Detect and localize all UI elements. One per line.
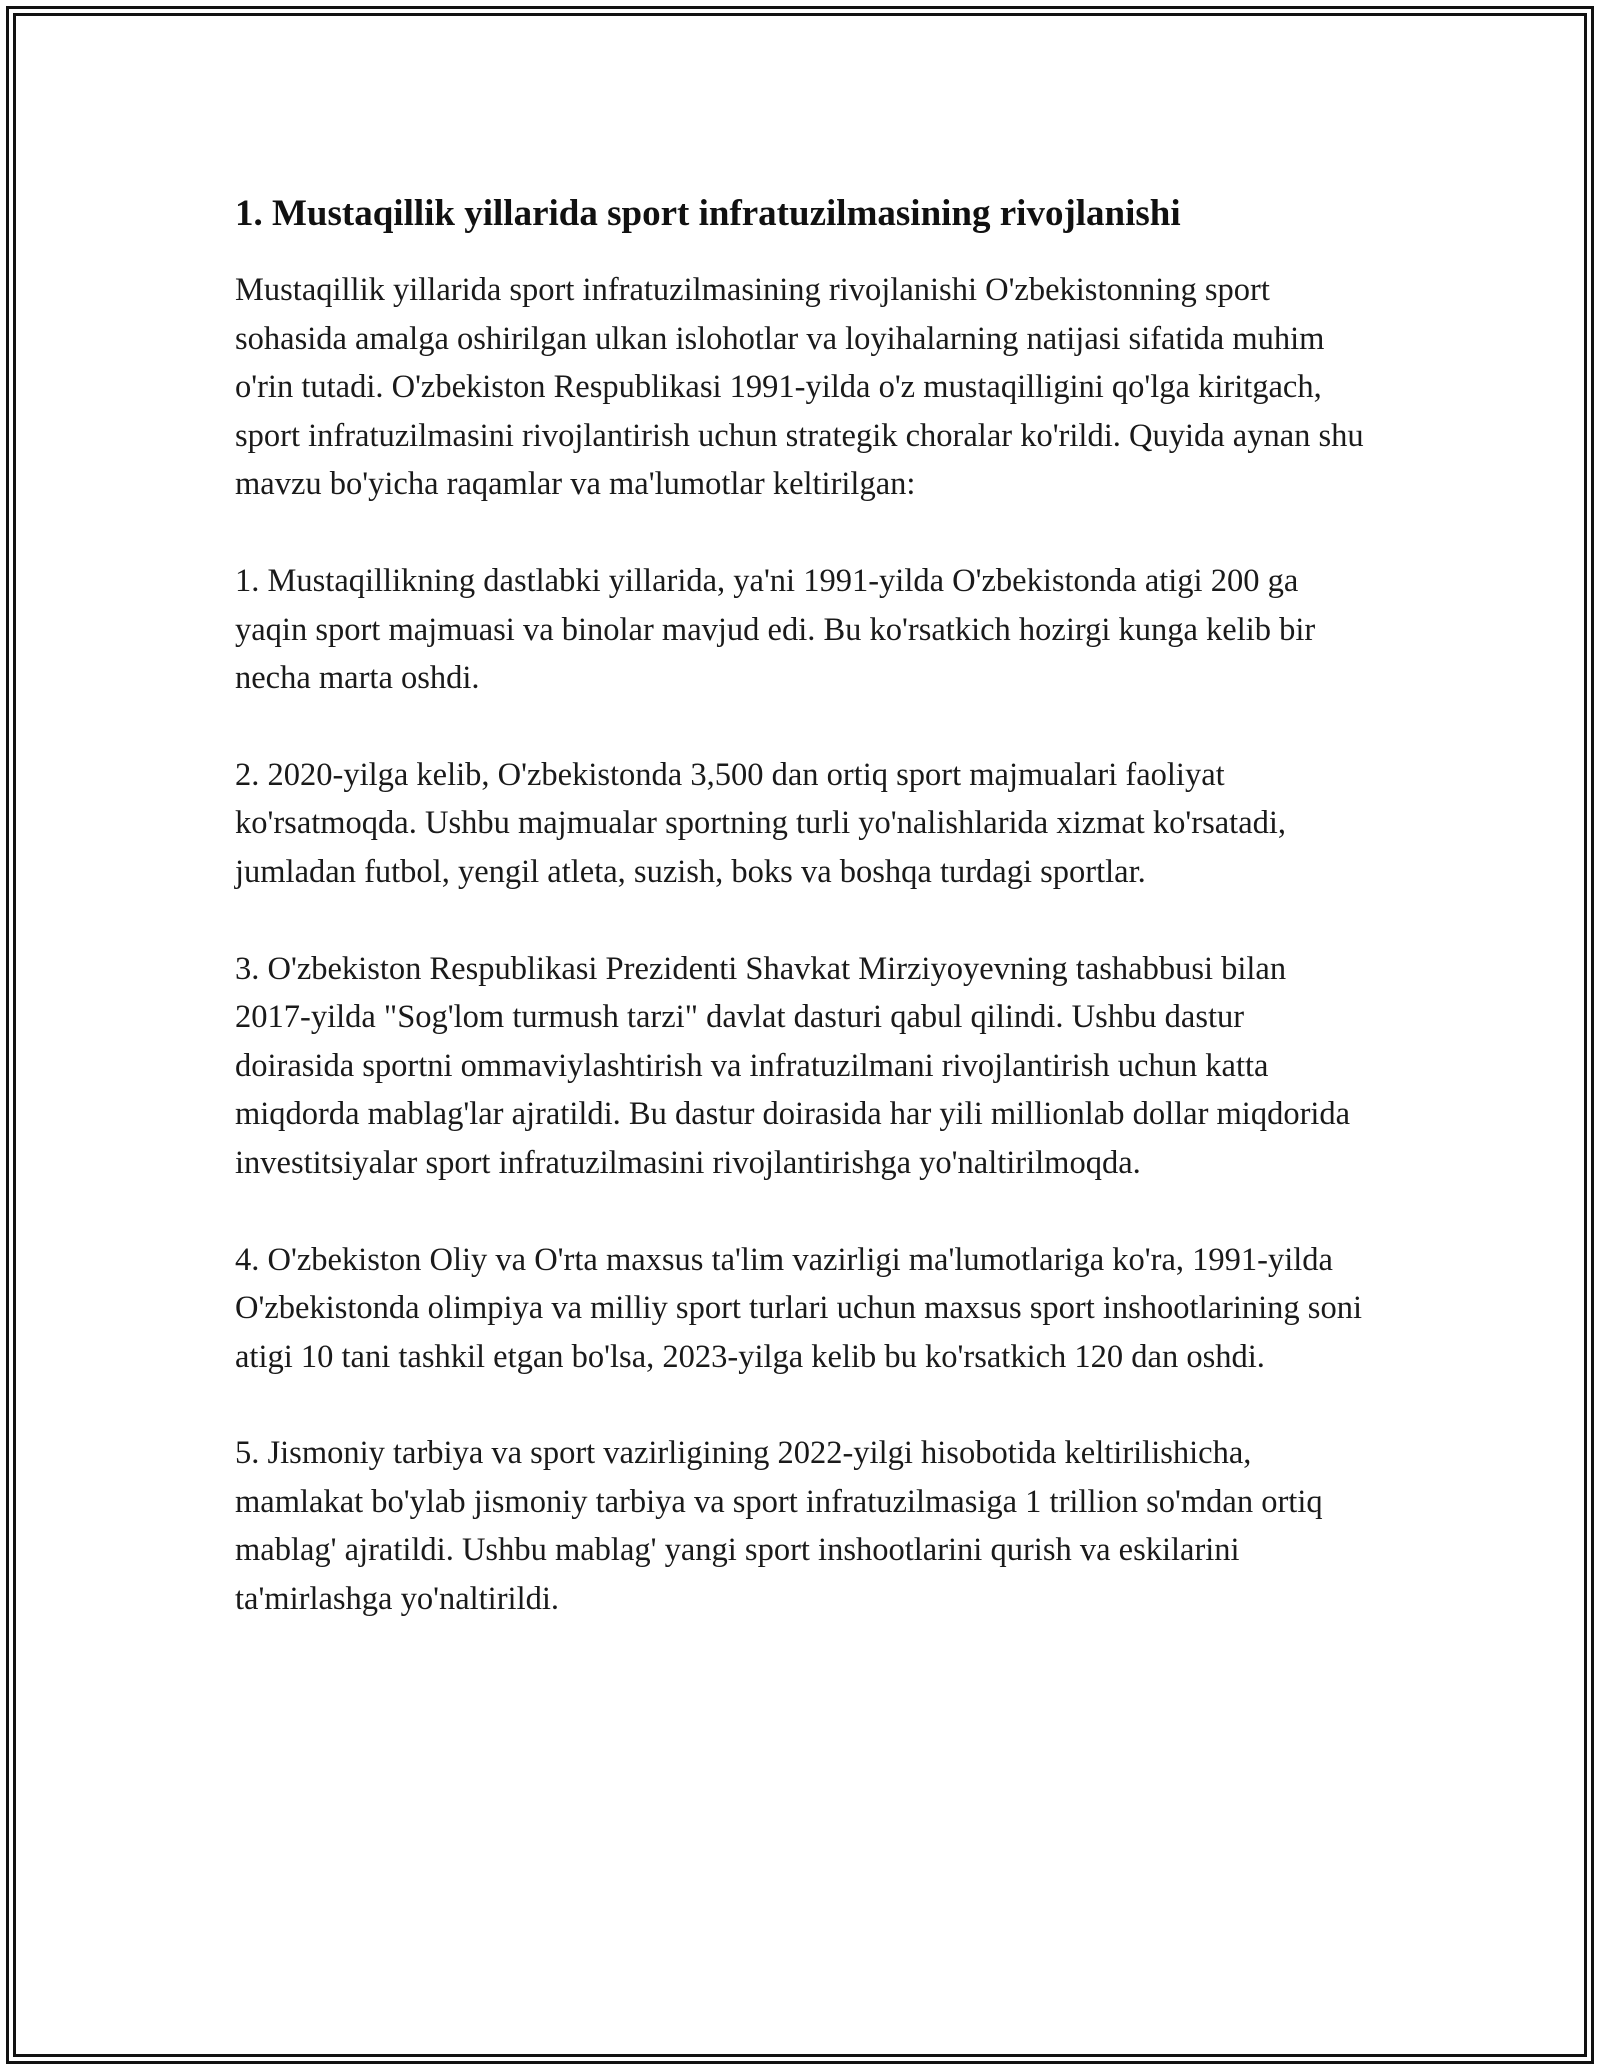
list-item-2: 2. 2020-yilga kelib, O'zbekistonda 3,500 dan ortiq sport majmualari faoliyat ko'rsatmoqda. Ushbu majmualar sportning turli yo'nalishlarida xizmat ko'rsatadi, jumladan futbol, yengil atleta, suzish, boks va boshqa turdagi sportlar. [235,756,1287,890]
document-body [235,188,1365,1624]
intro-paragraph: Mustaqillik yillarida sport infratuzilmasining rivojlanishi O'zbekistonning sport sohasida amalga oshirilgan ulkan islohotlar va loyihalarning natijasi sifatida muhim o'rin tutadi. O'zbekiston Respublikasi 1991-yilda o'z mustaqilligini qo'lga kiritgach, sport infratuzilmasini rivojlantirish uchun strategik choralar ko'rildi. Quyida aynan shu mavzu bo'yicha raqamlar va ma'lumotlar keltirilgan: [235,272,1364,503]
section-heading: 1. Mustaqillik yillarida sport infratuzilmasining rivojlanishi [235,193,1181,234]
list-item-3: 3. O'zbekiston Respublikasi Prezidenti Shavkat Mirziyoyevning tashabbusi bilan 2017-yilda "Sog'lom turmush tarzi" davlat dasturi qabul qilindi. Ushbu dastur doirasida sportni ommaviylashtirish va infratuzilmani rivojlantirish uchun katta miqdorda mablag'lar ajratildi. Bu dastur doirasida har yili millionlab dollar miqdorida investitsiyalar sport infratuzilmasini rivojlantirishga yo'naltirilmoqda. [235,950,1351,1181]
list-item-5: 5. Jismoniy tarbiya va sport vazirligining 2022-yilgi hisobotida keltirilishicha, mamlakat bo'ylab jismoniy tarbiya va sport infratuzilmasiga 1 trillion so'mdan ortiq mablag' ajratildi. Ushbu mablag' yangi sport inshootlarini qurish va eskilarini ta'mirlashga yo'naltirildi. [235,1435,1323,1618]
list-item-4: 4. O'zbekiston Oliy va O'rta maxsus ta'lim vazirligi ma'lumotlariga ko'ra, 1991-yilda O'zbekistonda olimpiya va milliy sport turlari uchun maxsus sport inshootlarining soni atigi 10 tani tashkil etgan bo'lsa, 2023-yilga kelib bu ko'rsatkich 120 dan oshdi. [235,1241,1362,1375]
list-item-1: 1. Mustaqillikning dastlabki yillarida, ya'ni 1991-yilda O'zbekistonda atigi 200 ga yaqin sport majmuasi va binolar mavjud edi. Bu ko'rsatkich hozirgi kunga kelib bir necha marta oshdi. [235,562,1316,697]
